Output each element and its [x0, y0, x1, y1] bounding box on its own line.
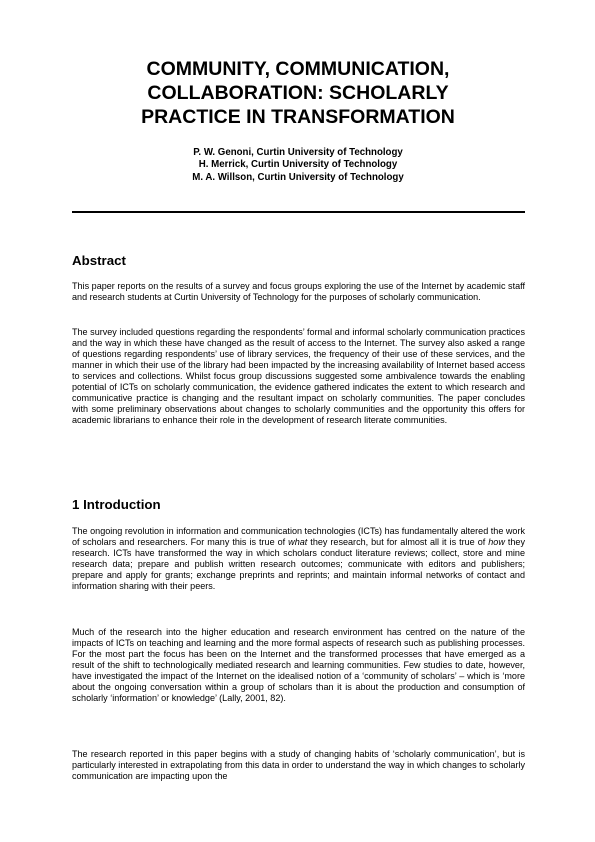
emphasis-what: what [288, 537, 308, 548]
abstract-paragraph-2: The survey included questions regarding the respondents’ formal and informal scholarly communication practices and the way in which these have changed as the result of access to the Internet. The survey also asked a range of questions regarding respondents’ use of library services, the frequency of their use of these services, and the manner in which their use of the library had been impacted by the increasing availability of Internet based access to services and collections. Whilst focus group discussions suggested some ambivalence towards the enabling potential of ICTs on scholarly communication, the evidence gathered indicates the extent to which research and communicative practice is changing and the resultant impact on scholarly communities. The paper concludes with some preliminary observations about changes to scholarly communities and the opportunity this offers for academic librarians to enhance their role in the development of research literate communities. [72, 327, 525, 426]
abstract-heading: Abstract [72, 253, 126, 268]
introduction-paragraph-2: Much of the research into the higher education and research environment has centred on the nature of the impacts of ICTs on teaching and learning and the more formal aspects of research such as publishing processes. For the most part the focus has been on the Internet and the transformed processes that have emerged as a result of the shift to technologically mediated research and learning communities. Few studies to date, however, have investigated the impact of the Internet on the idealised notion of a ‘community of scholars’ – which is ‘more about the ongoing conversation within a group of scholars than it is about the production and consumption of scholarly ‘information’ or knowledge’ (Lally, 2001, 82). [72, 627, 525, 704]
header-divider [72, 211, 525, 213]
text-run: The ongoing revolution in information and communication technologies (ICTs) has fundamentally altered the work of scholars and researchers. For many this is true of [72, 526, 525, 548]
introduction-heading: 1 Introduction [72, 497, 161, 512]
emphasis-how: how [488, 537, 505, 548]
title-line: PRACTICE IN TRANSFORMATION [141, 106, 455, 128]
author-line: H. Merrick, Curtin University of Technology [198, 159, 398, 171]
author-line: M. A. Willson, Curtin University of Technology [192, 171, 404, 183]
abstract-paragraph-1: This paper reports on the results of a survey and focus groups exploring the use of the Internet by academic staff and research students at Curtin University of Technology for the purposes of scholarly communication. [72, 281, 525, 303]
author-line: P. W. Genoni, Curtin University of Technology [193, 147, 403, 158]
author-list [72, 147, 524, 184]
paper-title [72, 57, 524, 129]
introduction-paragraph-1 [72, 526, 525, 592]
title-line: COLLABORATION: SCHOLARLY [147, 82, 449, 104]
text-run: they research, but for almost all it is true of [307, 537, 489, 548]
introduction-paragraph-3: The research reported in this paper begins with a study of changing habits of ‘scholarly communication’, but is particularly interested in extrapolating from this data in order to understand the way in which changes to scholarly communication are impacting upon the [72, 749, 525, 782]
title-line: COMMUNITY, COMMUNICATION, [146, 58, 450, 80]
text-run: they research. ICTs have transformed the way in which scholars conduct literature reviews; collect, store and mine research data; prepare and publish written research outcomes; communicate with editors and publishers; prepare and apply for grants; exchange preprints and reprints; and maintain informal networks of contact and information sharing with their peers. [72, 537, 525, 592]
